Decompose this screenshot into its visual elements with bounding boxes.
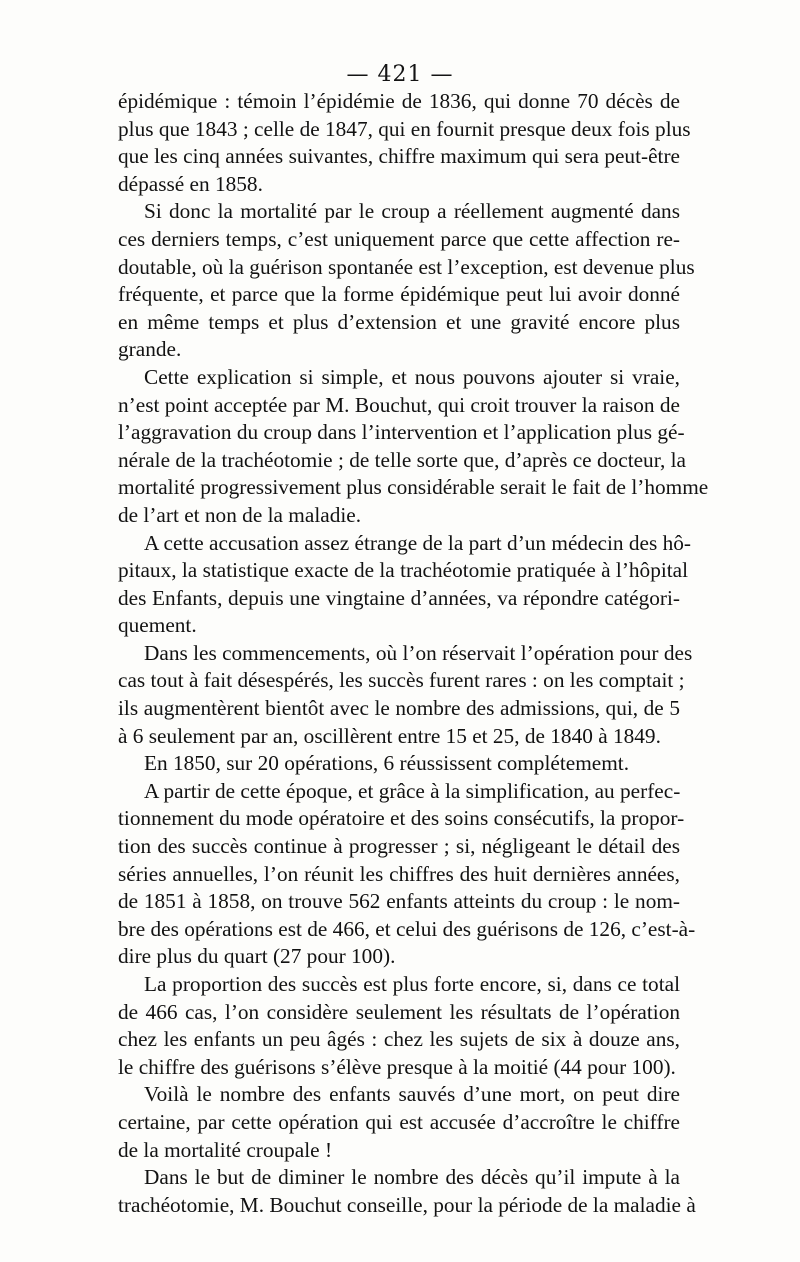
text-line: en même temps et plus d’extension et une gravité encore plus (118, 309, 680, 334)
text-line: n’est point acceptée par M. Bouchut, qui croit trouver la raison de (118, 392, 680, 417)
text-line: certaine, par cette opération qui est accusée d’accroître le chiffre (118, 1109, 680, 1134)
text-line: Cette explication si simple, et nous pouvons ajouter si vraie, (144, 364, 680, 389)
text-line: séries annuelles, l’on réunit les chiffres des huit dernières années, (118, 861, 680, 886)
text-line: En 1850, sur 20 opérations, 6 réussissent complétememt. (144, 751, 630, 776)
text-line: quement. (118, 613, 197, 638)
text-line: de l’art et non de la maladie. (118, 502, 362, 527)
text-line: des Enfants, depuis une vingtaine d’années, va répondre catégori- (118, 585, 680, 610)
text-line: Dans les commencements, où l’on réservait l’opération pour des (144, 640, 693, 665)
text-line: A cette accusation assez étrange de la part d’un médecin des hô- (144, 530, 691, 555)
text-line: ils augmentèrent bientôt avec le nombre des admissions, qui, de 5 (118, 696, 680, 721)
text-line: le chiffre des guérisons s’élève presque à la moitié (44 pour 100). (118, 1054, 676, 1079)
text-line: de 466 cas, l’on considère seulement les résultats de l’opération (118, 999, 680, 1024)
text-line: dépassé en 1858. (118, 171, 263, 196)
text-line: nérale de la trachéotomie ; de telle sorte que, d’après ce docteur, la (118, 447, 686, 472)
text-line: La proportion des succès est plus forte encore, si, dans ce total (144, 972, 680, 996)
text-line: plus que 1843 ; celle de 1847, qui en fournit presque deux fois plus (118, 116, 691, 141)
text-line: grande. (118, 337, 182, 362)
text-line: pitaux, la statistique exacte de la trachéotomie pratiquée à l’hôpital (118, 558, 689, 583)
text-line: épidémique : témoin l’épidémie de 1836, qui donne 70 décès de (118, 89, 680, 113)
text-line: que les cinq années suivantes, chiffre maximum qui sera peut-être (118, 144, 680, 169)
text-line: chez les enfants un peu âgés : chez les sujets de six à douze ans, (118, 1027, 680, 1052)
text-line: dire plus du quart (27 pour 100). (118, 944, 396, 969)
text-line: ces derniers temps, c’est uniquement parce que cette affection re- (118, 226, 680, 251)
text-line: fréquente, et parce que la forme épidémique peut lui avoir donné (118, 282, 680, 307)
body-text (118, 88, 709, 1219)
text-line: mortalité progressivement plus considérable serait le fait de l’homme (118, 475, 709, 500)
text-line: tionnement du mode opératoire et des soins consécutifs, la propor- (118, 806, 685, 831)
text-line: doutable, où la guérison spontanée est l’exception, est devenue plus (118, 254, 695, 279)
text-line: de 1851 à 1858, on trouve 562 enfants atteints du croup : le nom- (118, 889, 680, 914)
text-line: A partir de cette époque, et grâce à la simplification, au perfec- (144, 778, 681, 803)
text-line: Si donc la mortalité par le croup a réellement augmenté dans (144, 199, 680, 224)
text-line: l’aggravation du croup dans l’intervention et l’application plus gé- (118, 420, 685, 445)
page-number: — 421 — (346, 62, 454, 87)
text-line: Dans le but de diminer le nombre des décès qu’il impute à la (144, 1165, 680, 1190)
text-line: à 6 seulement par an, oscillèrent entre 15 et 25, de 1840 à 1849. (118, 723, 661, 748)
text-line: tion des succès continue à progresser ; si, négligeant le détail des (118, 834, 680, 859)
text-line: bre des opérations est de 466, et celui des guérisons de 126, c’est-à- (118, 916, 696, 941)
text-line: cas tout à fait désespérés, les succès furent rares : on les comptait ; (118, 668, 685, 693)
text-line: Voilà le nombre des enfants sauvés d’une mort, on peut dire (144, 1082, 680, 1107)
text-line: de la mortalité croupale ! (118, 1137, 333, 1162)
text-line: trachéotomie, M. Bouchut conseille, pour la période de la maladie à (118, 1192, 696, 1217)
